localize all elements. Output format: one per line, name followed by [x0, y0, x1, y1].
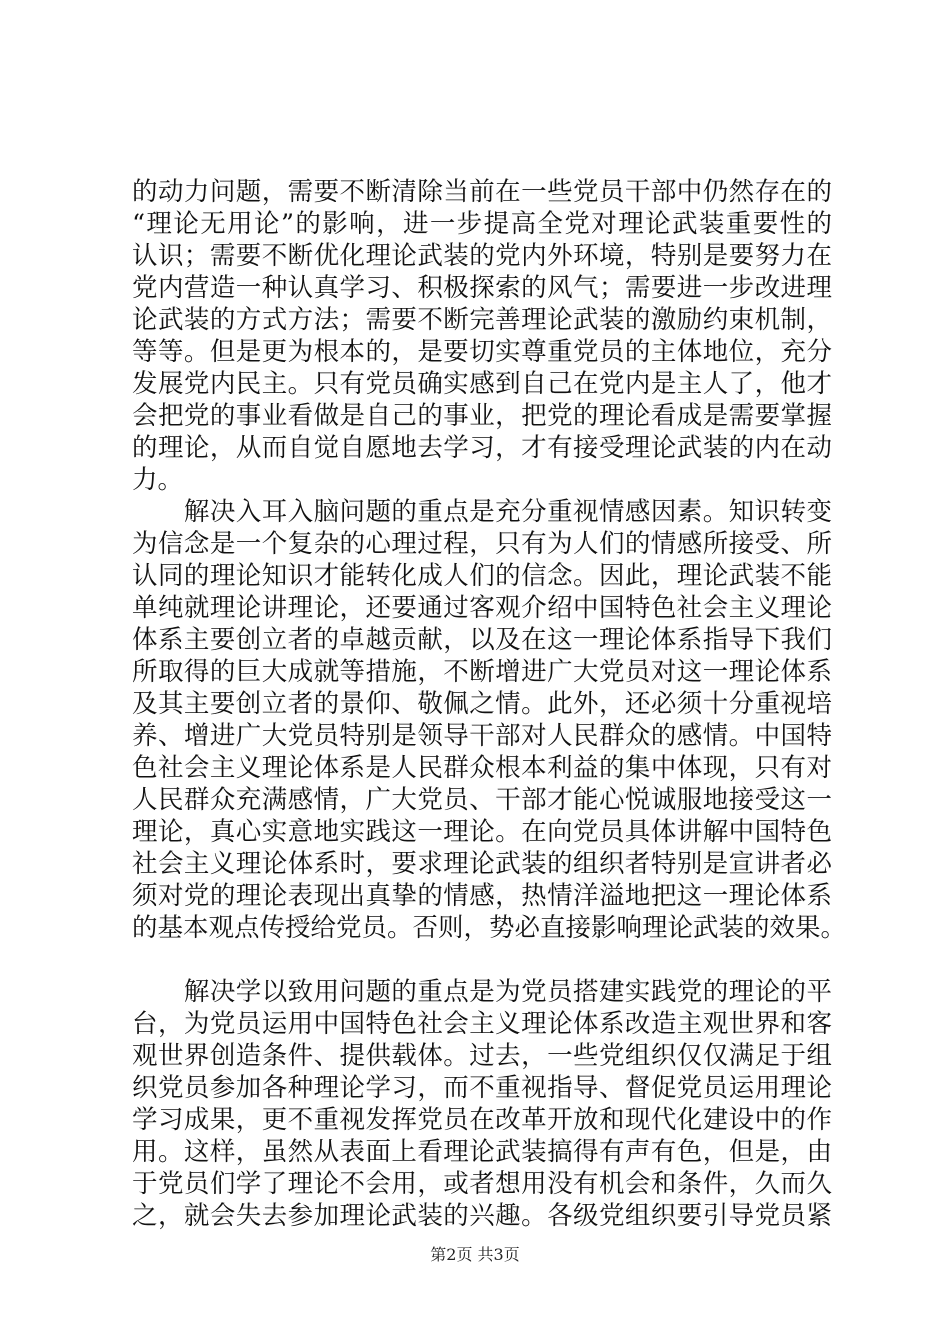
text-line: 为信念是一个复杂的心理过程，只有为人们的情感所接受、所: [132, 529, 832, 559]
text-line: 人民群众充满感情，广大党员、干部才能心悦诚服地接受这一: [132, 785, 832, 815]
text-line: 单纯就理论讲理论，还要通过客观介绍中国特色社会主义理论: [132, 593, 832, 623]
text-line: 织党员参加各种理论学习，而不重视指导、督促党员运用理论: [132, 1073, 832, 1103]
text-line: 理论，真心实意地实践这一理论。在向党员具体讲解中国特色: [132, 817, 832, 847]
text-line: 用。这样，虽然从表面上看理论武装搞得有声有色，但是，由: [132, 1137, 832, 1167]
text-line: 的基本观点传授给党员。否则，势必直接影响理论武装的效果。: [132, 913, 847, 943]
text-line: 之，就会失去参加理论武装的兴趣。各级党组织要引导党员紧: [132, 1201, 832, 1231]
text-line: 等等。但是更为根本的，是要切实尊重党员的主体地位，充分: [132, 337, 832, 367]
page-number-footer: 第2页 共3页: [430, 1245, 520, 1264]
text-line: 及其主要创立者的景仰、敬佩之情。此外，还必须十分重视培: [132, 689, 832, 719]
text-line: 于党员们学了理论不会用，或者想用没有机会和条件，久而久: [132, 1169, 832, 1199]
text-line: 养、增进广大党员特别是领导干部对人民群众的感情。中国特: [132, 721, 832, 751]
text-line: 台，为党员运用中国特色社会主义理论体系改造主观世界和客: [132, 1009, 832, 1039]
text-line: 体系主要创立者的卓越贡献，以及在这一理论体系指导下我们: [132, 625, 832, 655]
text-line: 的理论，从而自觉自愿地去学习，才有接受理论武装的内在动: [132, 433, 832, 463]
text-line: 发展党内民主。只有党员确实感到自己在党内是主人了，他才: [132, 369, 832, 399]
text-line: 认识；需要不断优化理论武装的党内外环境，特别是要努力在: [132, 241, 832, 271]
text-line: 观世界创造条件、提供载体。过去，一些党组织仅仅满足于组: [132, 1041, 832, 1071]
text-line: 解决入耳入脑问题的重点是充分重视情感因素。知识转变: [132, 497, 832, 527]
text-line: 论武装的方式方法；需要不断完善理论武装的激励约束机制，: [132, 305, 832, 335]
text-line: 色社会主义理论体系是人民群众根本利益的集中体现，只有对: [132, 753, 832, 783]
text-line: 所取得的巨大成就等措施，不断增进广大党员对这一理论体系: [132, 657, 832, 687]
text-line: 解决学以致用问题的重点是为党员搭建实践党的理论的平: [132, 977, 832, 1007]
text-line: 社会主义理论体系时，要求理论武装的组织者特别是宣讲者必: [132, 849, 832, 879]
text-line: 会把党的事业看做是自己的事业，把党的理论看成是需要掌握: [132, 401, 832, 431]
text-line: 须对党的理论表现出真挚的情感，热情洋溢地把这一理论体系: [132, 881, 832, 911]
text-line: 党内营造一种认真学习、积极探索的风气；需要进一步改进理: [132, 273, 832, 303]
text-line: “理论无用论”的影响，进一步提高全党对理论武装重要性的: [132, 209, 832, 239]
text-line: 学习成果，更不重视发挥党员在改革开放和现代化建设中的作: [132, 1105, 832, 1135]
text-line: 认同的理论知识才能转化成人们的信念。因此，理论武装不能: [132, 561, 832, 591]
text-line: 力。: [132, 465, 184, 495]
text-line: 的动力问题，需要不断清除当前在一些党员干部中仍然存在的: [132, 177, 832, 207]
